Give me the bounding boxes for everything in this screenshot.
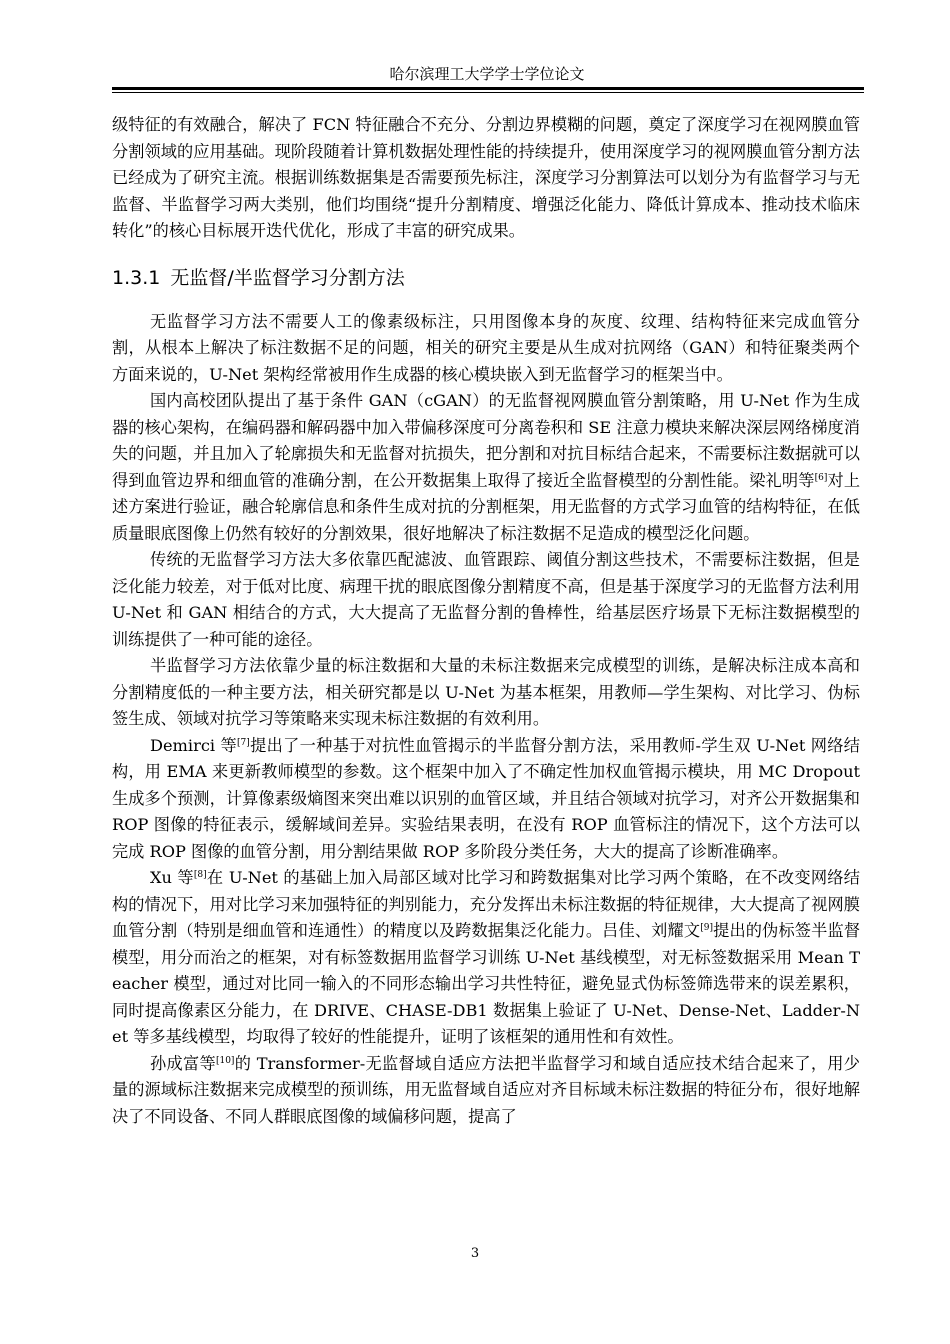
citation-ref: [10] xyxy=(215,1055,235,1066)
paragraph-text: Demirci 等 xyxy=(150,735,238,755)
section-title: 无监督/半监督学习分割方法 xyxy=(170,266,405,289)
header-rule-thick xyxy=(112,87,864,90)
paragraph-sun xyxy=(112,1051,860,1131)
paragraph-text: 国内高校团队提出了基于条件 GAN（cGAN）的无监督视网膜血管分割策略，用 U-Net 作为生成器的核心架构，在编码器和解码器中加入带偏移深度可分离卷积和 SE 注意力模块来解决深层网络梯度消失的问题，并且加入了轮廓损失和无监督对抗损失，把分割和对抗目标结合起来，不需要标注数据就可以得到血管边界和细血管的准确分割，在公开数据集上取得了接近全监督模型的分割性能。梁礼明等 xyxy=(112,391,860,490)
page-body xyxy=(112,112,860,1130)
paragraph-text: 提出了一种基于对抗性血管揭示的半监督分割方法，采用教师-学生双 U-Net 网络结构，用 EMA 来更新教师模型的参数。这个框架中加入了不确定性加权血管揭示模块，用 MC Dropout 生成多个预测，计算像素级熵图来突出难以识别的血管区域，并且结合领域对抗学习，对齐公开数据集和 ROP 图像的特征表示，缓解域间差异。实验结果表明，在没有 ROP 血管标注的情况下，这个方法可以完成 ROP 图像的血管分割，用分割结果做 ROP 多阶段分类任务，大大的提高了诊断准确率。 xyxy=(112,735,860,861)
paragraph-unsupervised-intro: 无监督学习方法不需要人工的像素级标注，只用图像本身的灰度、纹理、结构特征来完成血管分割，从根本上解决了标注数据不足的问题，相关的研究主要是从生成对抗网络（GAN）和特征聚类两个方面来说的，U-Net 架构经常被用作生成器的核心模块嵌入到无监督学习的框架当中。 xyxy=(112,311,860,384)
paragraph-text: 在 U-Net 的基础上加入局部区域对比学习和跨数据集对比学习两个策略，在不改变网络结构的情况下，用对比学习来加强特征的判别能力，充分发挥出未标注数据的特征规律，大大提高了视网膜血管分割（特别是细血管和连通性）的精度以及跨数据集泛化能力。吕佳、刘耀文 xyxy=(112,868,860,940)
paragraph-semi-supervised-intro: 半监督学习方法依靠少量的标注数据和大量的未标注数据来完成模型的训练，是解决标注成本高和分割精度低的一种主要方法，相关研究都是以 U-Net 为基本框架，用教师—学生架构、对比学习、伪标签生成、领域对抗学习等策略来实现未标注数据的有效利用。 xyxy=(112,656,860,728)
citation-ref: [8] xyxy=(193,870,207,880)
section-number: 1.3.1 xyxy=(112,266,161,289)
paragraph-xu xyxy=(112,865,860,1051)
paragraph-text: Xu 等 xyxy=(150,868,194,887)
paragraph-continued: 级特征的有效融合，解决了 FCN 特征融合不充分、分割边界模糊的问题，奠定了深度学习在视网膜血管分割领域的应用基础。现阶段随着计算机数据处理性能的持续提升，使用深度学习的视网膜血管分割方法已经成为了研究主流。根据训练数据集是否需要预先标注，深度学习分割算法可以划分为有监督学习与无监督、半监督学习两大类别，他们均围绕“提升分割精度、增强泛化能力、降低计算成本、推动技术临床转化”的核心目标展开迭代优化，形成了丰富的研究成果。 xyxy=(112,115,860,240)
paragraph-text: 孙成富等 xyxy=(150,1053,216,1073)
section-heading xyxy=(112,265,860,291)
paragraph-text: 对上述方案进行验证，融合轮廓信息和条件生成对抗的分割框架，用无监督的方式学习血管的结构特征，在低质量眼底图像上仍然有较好的分割效果，很好地解决了标注数据不足造成的模型泛化问题。 xyxy=(112,470,861,543)
page-number: 3 xyxy=(470,1246,480,1261)
citation-ref: [9] xyxy=(700,923,713,933)
paragraph-traditional: 传统的无监督学习方法大多依靠匹配滤波、血管跟踪、阈值分割这些技术，不需要标注数据，但是泛化能力较差，对于低对比度、病理干扰的眼底图像分割精度不高，但是基于深度学习的无监督方法利用 U-Net 和 GAN 相结合的方式，大大提高了无监督分割的鲁棒性，给基层医疗场景下无标注数据模型的训练提供了一种可能的途径。 xyxy=(112,550,860,649)
paragraph-text: 的 Transformer-无监督域自适应方法把半监督学习和域自适应技术结合起来了，用少量的源域标注数据来完成模型的预训练，用无监督域自适应对齐目标域未标注数据的特征分布，很好地解决了不同设备、不同人群眼底图像的域偏移问题，提高了 xyxy=(112,1053,860,1126)
paragraph-demirci xyxy=(112,733,860,866)
paragraph-text: 提出的伪标签半监督模型，用分而治之的框架，对有标签数据用监督学习训练 U-Net 基线模型，对无标签数据采用 Mean Teacher 模型，通过对比同一输入的不同形态输出学习共性特征，避免显式伪标签筛选带来的误差累积，同时提高像素区分能力，在 DRIVE、CHASE-DB1 数据集上验证了 U-Net、Dense-Net、Ladder-Net 等多基线模型，均取得了较好的性能提升，证明了该框架的通用性和有效性。 xyxy=(112,921,861,1046)
header-rule-thin xyxy=(112,92,864,93)
citation-ref: [7] xyxy=(237,737,250,748)
citation-ref: [6] xyxy=(814,472,828,483)
running-header: 哈尔滨理工大学学士学位论文 xyxy=(389,65,585,83)
paragraph-cgan xyxy=(112,388,860,547)
